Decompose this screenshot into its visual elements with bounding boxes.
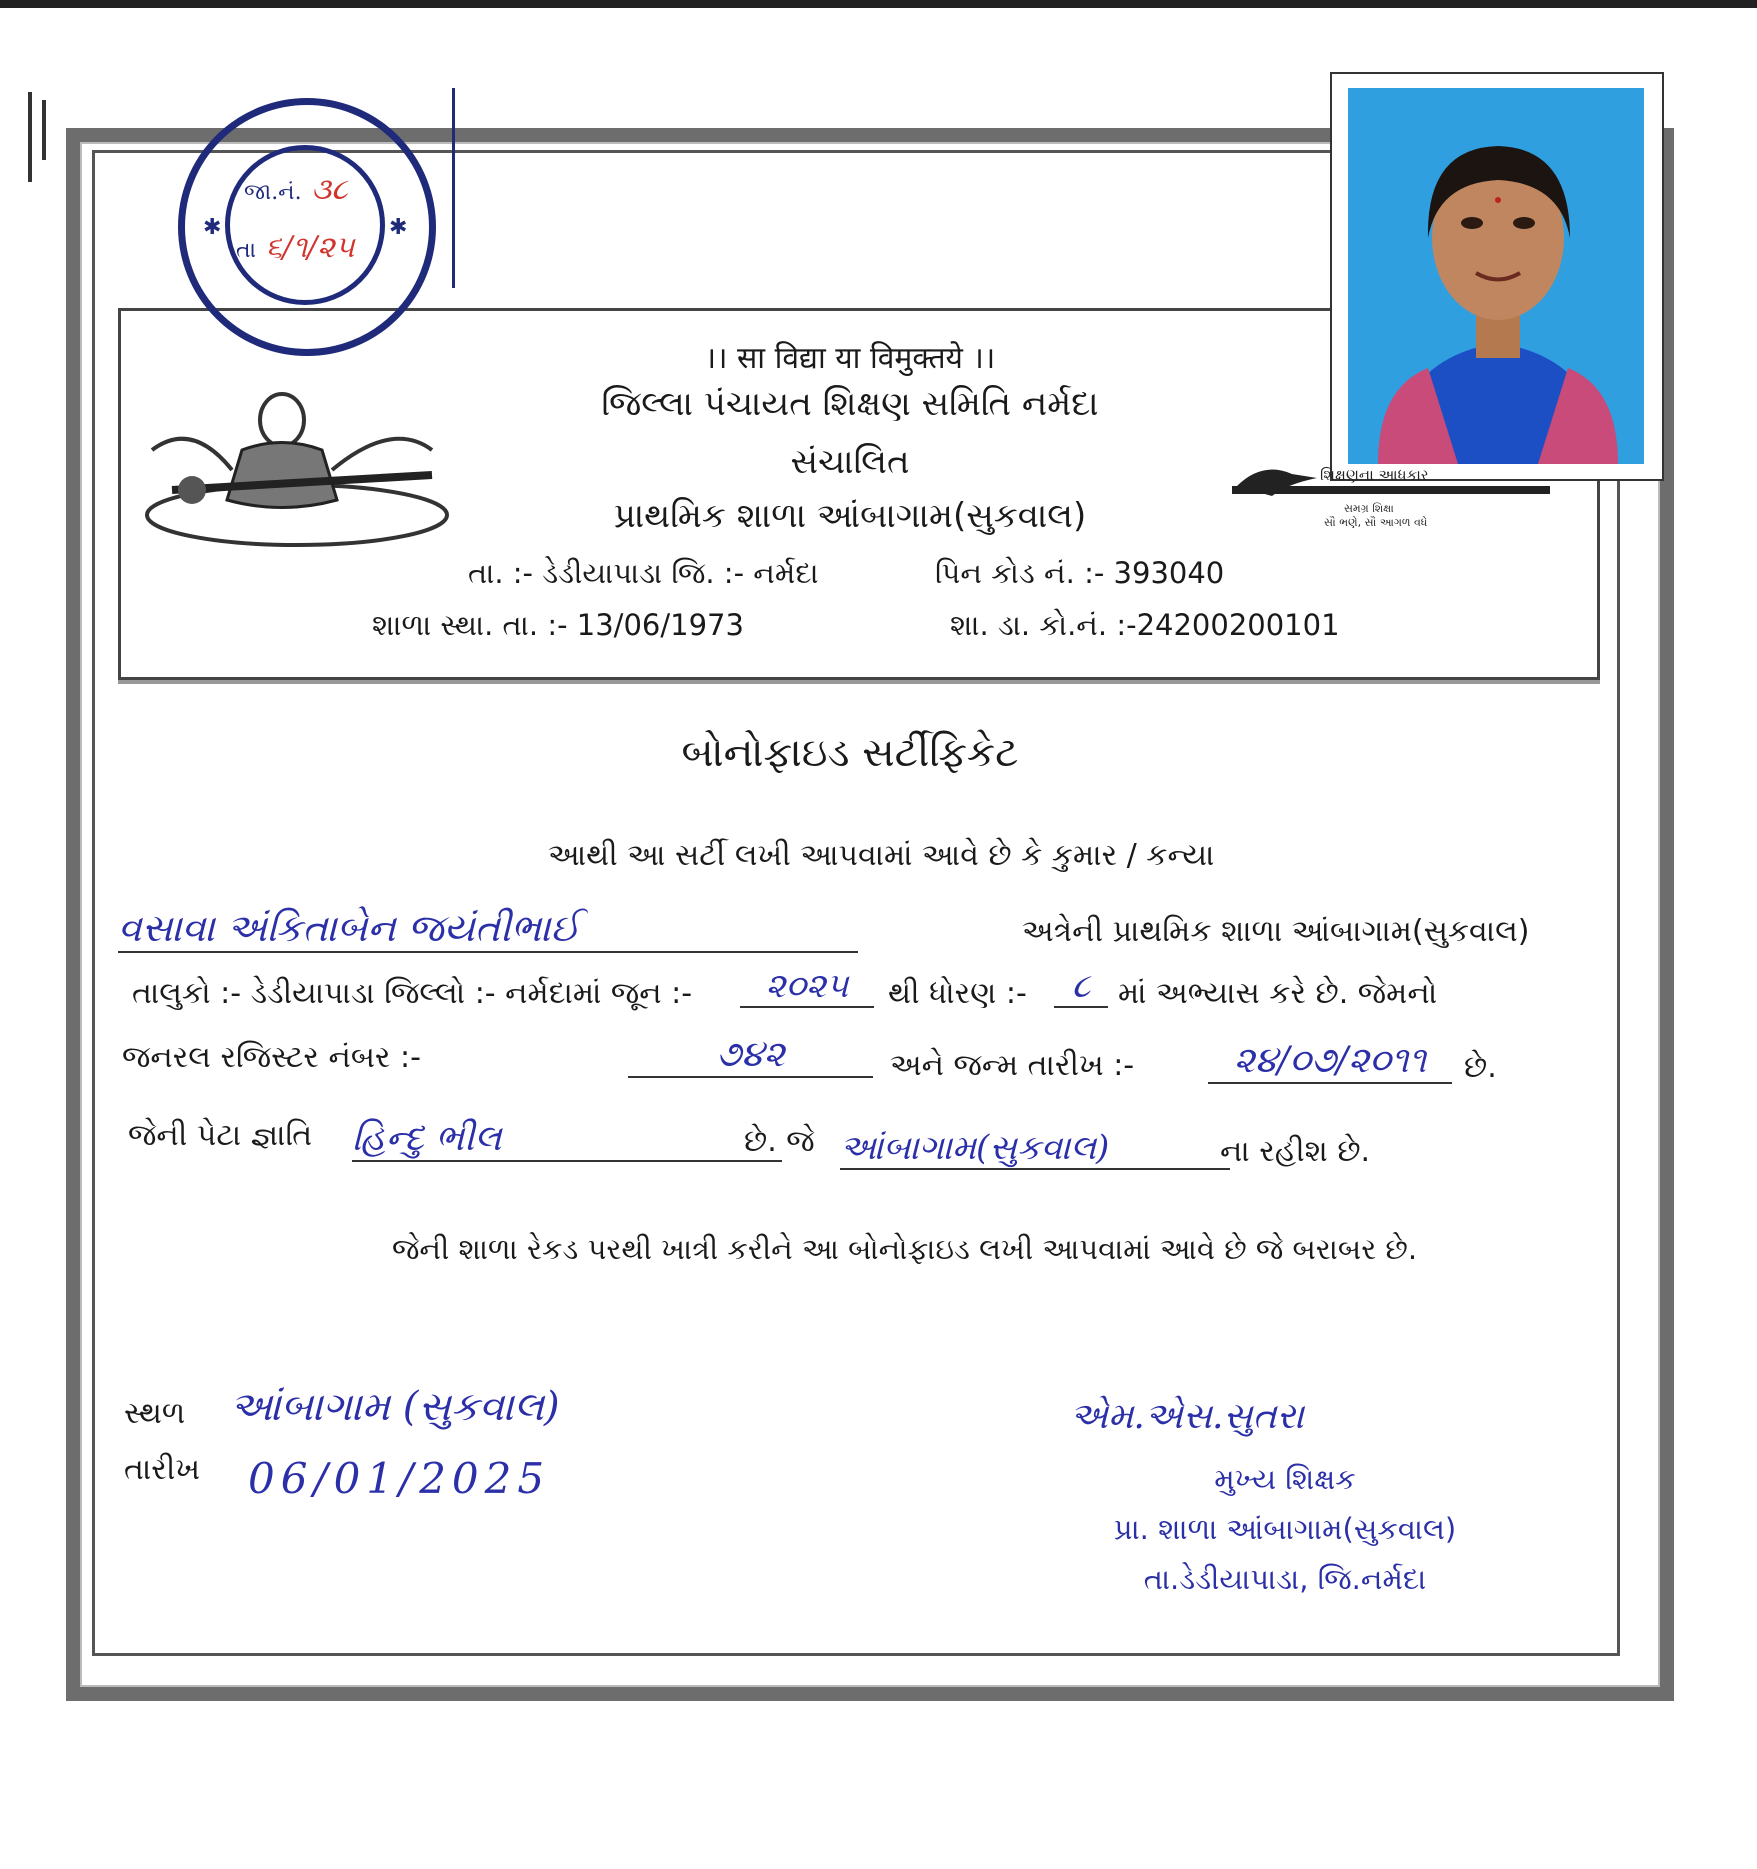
scan-edge xyxy=(0,0,1757,8)
village: આંબાગામ(સુકવાલ) xyxy=(840,1128,1230,1170)
student-name: વસાવા અંકિતાબેન જયંતીભાઈ xyxy=(118,906,858,953)
school-reference: અત્રેની પ્રાથમિક શાળા આંબાગામ(સુકવાલ) xyxy=(1022,914,1530,949)
caste-label: જેની પેટા જ્ઞાતિ xyxy=(128,1118,313,1153)
standard-value: ૮ xyxy=(1054,966,1108,1008)
school-stamp xyxy=(178,98,436,356)
student-portrait xyxy=(1348,88,1644,464)
sub-caste: હિન્દુ ભીલ xyxy=(352,1118,782,1162)
join-year: ૨૦૨૫ xyxy=(740,966,874,1008)
signature: એમ.એસ.સુતરા xyxy=(1070,1396,1304,1437)
star-icon: ✱ xyxy=(203,215,222,240)
place-value: આંબાગામ (સુકવાલ) xyxy=(230,1384,560,1430)
date-of-birth: ૨૪/૦૭/૨૦૧૧ xyxy=(1208,1040,1452,1084)
stamp-date-label: તા xyxy=(236,238,256,263)
standard-label: થી ધોરણ :- xyxy=(888,976,1027,1011)
org-subtitle: સંચાલિત xyxy=(790,442,910,482)
margin-mark xyxy=(28,92,32,182)
margin-mark xyxy=(42,100,46,160)
intro-text: આથી આ સર્ટી લખી આપવામાં આવે છે કે કુમાર / કન્યા xyxy=(548,838,1215,873)
gr-number: ૭૪૨ xyxy=(628,1034,873,1078)
school-name: પ્રાથમિક શાળા આંબાગામ(સુકવાલ) xyxy=(613,496,1087,536)
stamp-inner-ring xyxy=(225,145,385,305)
stamp-number-label: જા.નં. xyxy=(244,180,302,205)
education-logo xyxy=(1232,456,1552,536)
logo-caption: શિક્ષણના આધકાર xyxy=(1320,466,1429,484)
logo-caption: સૌ ભણે, સૌ આગળ વધે xyxy=(1324,516,1428,529)
stamp-date: ૬/૧/૨૫ xyxy=(265,230,355,265)
study-text: માં અભ્યાસ કરે છે. જેમનો xyxy=(1118,976,1438,1011)
place-label: સ્થળ xyxy=(124,1396,186,1431)
taluka-district: તા. :- ડેડીયાપાડા જિ. :- નર્મદા xyxy=(468,556,819,590)
dob-suffix: છે. xyxy=(1464,1050,1497,1085)
established-date: શાળા સ્થા. તા. :- 13/06/1973 xyxy=(372,608,744,642)
signatory-place: તા.ડેડીયાપાડા, જિ.નર્મદા xyxy=(1143,1562,1427,1596)
photo-background xyxy=(1348,88,1644,464)
signatory-school: પ્રા. શાળા આંબાગામ(સુકવાલ) xyxy=(1113,1512,1457,1546)
date-value: 06/01/2025 xyxy=(248,1454,551,1503)
village-suffix: ના રહીશ છે. xyxy=(1220,1134,1371,1169)
student-photo xyxy=(1330,72,1664,481)
logo-caption: સમગ્ર શિક્ષા xyxy=(1344,502,1394,515)
dise-code: શા. ડા. કો.નં. :-24200200101 xyxy=(950,608,1340,642)
star-icon: ✱ xyxy=(389,215,408,240)
saraswati-emblem-icon xyxy=(132,380,462,550)
caste-suffix: છે. જે xyxy=(744,1124,815,1159)
closing-statement: જેની શાળા રેકડ પરથી ખાત્રી કરીને આ બોનોફાઇડ લખી આપવામાં આવે છે જે બરાબર છે. xyxy=(392,1232,1418,1266)
certificate-title: બોનોફાઇડ સર્ટીફિકેટ xyxy=(681,730,1019,776)
dob-label: અને જન્મ તારીખ :- xyxy=(890,1048,1135,1083)
bird-logo-icon xyxy=(1232,456,1322,506)
motto: ।। सा विद्या या विमुक्तये ।। xyxy=(704,341,996,376)
stamp-edge-line xyxy=(452,88,455,288)
gr-label: જનરલ રજિસ્ટર નંબર :- xyxy=(122,1040,421,1075)
date-label: તારીખ xyxy=(124,1452,200,1487)
taluka-line-label: તાલુકો :- ડેડીયાપાડા જિલ્લો :- નર્મદામાં જૂન :- xyxy=(132,976,693,1011)
org-name: જિલ્લા પંચાયત શિક્ષણ સમિતિ નર્મદા xyxy=(601,384,1099,424)
stamp-number: ૩૮ xyxy=(311,172,348,207)
signatory-title: મુખ્ય શિક્ષક xyxy=(1214,1462,1356,1496)
pin-code: પિન કોડ નં. :- 393040 xyxy=(935,556,1225,590)
